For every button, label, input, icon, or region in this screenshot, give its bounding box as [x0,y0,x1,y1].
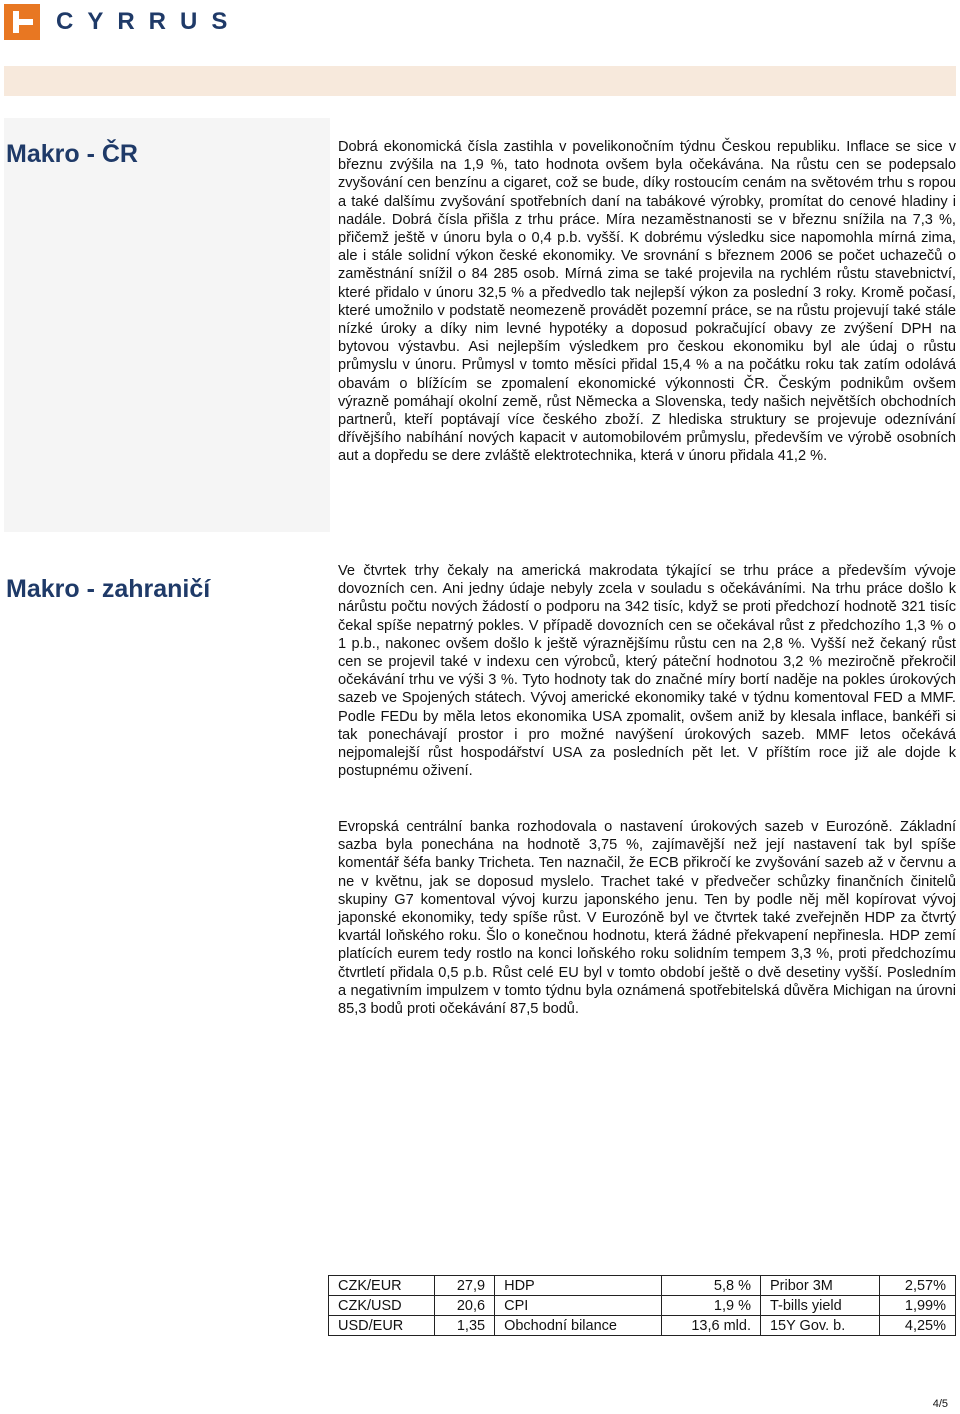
table-row [329,1276,956,1296]
table-cell: 2,57% [880,1276,956,1296]
table-cell: T-bills yield [760,1296,879,1316]
table-cell: 5,8 % [661,1276,760,1296]
section-paragraph: Ve čtvrtek trhy čekaly na americká makrodata týkající se trhu práce a především vývoje dovozních cen. Ani jedny údaje nebyly zcela v souladu s očekáváními. Na trhu práce došlo k nárůstu počtu nových žádostí o podporu na 342 tisíc, když se proti předchozí hodnotě 321 tisíc čekal spíše nepatrný pokles. V případě dovozních cen se očekával růst z předchozího 1,3 % o 1 p.b., nakonec ovšem došlo k ještě výraznějšímu růstu cen na 2,8 %. Vyšší než čekaný růst cen se projevil také v indexu cen výrobců, který páteční hodnotou 3,2 % meziročně překročil očekávání trhu ve výši 3 %. Tyto hodnoty tak do značné míry bortí naděje na pokles úrokových sazeb ve Spojených státech. Vývoj americké ekonomiky také v týdnu komentoval FED a MMF. Podle FEDu by měla letos ekonomika USA zpomalit, ovšem aniž by klesala inflace, bankéři si tak ponechávají prostor i pro možné navýšení úrokových sazeb. MMF letos očekává nejpomalejší růst hospodářství USA za posledních pět let. V příštím roce již ale dojde k postupnému oživení. [338,563,956,780]
brand-name: CYRRUS [56,8,242,35]
table-cell: 1,99% [880,1296,956,1316]
table-cell: HDP [495,1276,662,1296]
cyrrus-logo-icon [4,4,40,40]
table-cell: 13,6 mld. [661,1316,760,1336]
section-paragraph: Dobrá ekonomická čísla zastihla v povelikonočním týdnu Českou republiku. Inflace se sice v březnu zvýšila na 1,9 %, tato hodnota ovšem byla očekávána. Na růstu cen se podepsalo zvyšování cen benzínu a cigaret, což se bude, díky rostoucím cenám na světovém trhu s ropou a také dalšímu zvyšování spotřebních daní na tabákové výrobky, promítat do cenové hladiny i nadále. Dobrá čísla přišla z trhu práce. Míra nezaměstnanosti se v březnu snížila na 7,3 %, přičemž ještě v únoru byla o 0,4 p.b. vyšší. K dobrému výsledku sice napomohla mírná zima, ale i stále solidní výkon české ekonomiky. Ve srovnání s březnem 2006 se počet uchazečů o zaměstnání snížil o 84 285 osob. Mírná zima se také projevila na rychlém růstu stavebnictví, které přidalo v únoru 32,5 % a předvedlo tak nejlepší výkon za poslední 3 roky. Kromě počasí, které umožnilo v podstatě neomezeně provádět pozemní práce, se na růstu projevují také stále nízké úroky a díky nim levné hypotéky a doposud pokračující obavy ze zvýšení DPH na bytovou výstavbu. Asi nejlepším výsledkem pro českou ekonomiku byl ale údaj o růstu průmyslu v únoru. Průmysl v tomto měsíci přidal 15,4 % a na počátku roku tak zatím odolává obavám o blížícím se zpomalení ekonomické výkonnosti ČR. Českým podnikům ovšem výrazně pomáhají okolní země, růst Německa a Slovenska, tedy našich největších obchodních partnerů, kteří poptávají více českého zboží. Z hlediska struktury se projevuje odeznívání dřívějšího nabíhání nových kapacit v automobilovém průmyslu, především ve výrobě osobních aut a dopředu se dere zvláště elektrotechnika, která v únoru přidala 41,2 %. [338,139,956,465]
table-cell: 27,9 [435,1276,495,1296]
page-number: 4/5 [932,1398,948,1410]
table-cell: CZK/EUR [329,1276,435,1296]
table-cell: 4,25% [880,1316,956,1336]
table-cell: Obchodní bilance [495,1316,662,1336]
table-cell: 1,9 % [661,1296,760,1316]
section-paragraph: Evropská centrální banka rozhodovala o nastavení úrokových sazeb v Eurozóně. Základní sazba byla ponechána na hodnotě 3,75 %, zajímavější než její nastavení tak byl spíše komentář šéfa banky Tricheta. Ten naznačil, že ECB přikročí ke zvyšování sazeb až v červnu a ne v květnu, jak se doposud myslelo. Trachet také v předvečer schůzky finančních činitelů skupiny G7 komentoval vývoj kurzu japonského jenu. Ten by podle něj měl kopírovat vývoj japonské ekonomiky, tedy spíše růst. V Eurozóně byl ve čtvrtek také zveřejněn HDP za čtvrtý kvartál loňského roku. Šlo o konečnou hodnotu, která žádné překvapení nepřinesla. HDP zemí platících eurem tedy rostlo na konci loňského roku solidním tempem 3,3 %, proti předchozímu čtvrtletí přidala 0,5 p.b. Růst celé EU byl v tomto období ještě o dvě desetiny vyšší. Posledním a negativním impulzem v tomto týdnu byla oznámená spotřebitelská důvěra Michigan na úrovni 85,3 bodů proti očekávání 87,5 bodů. [338,819,956,1018]
section-title-background [4,118,330,532]
header-band [4,66,956,96]
table-cell: USD/EUR [329,1316,435,1336]
table-cell: 1,35 [435,1316,495,1336]
section-title-makro-cr: Makro - ČR [6,140,138,168]
brand-logo [4,4,241,40]
market-stats-table [328,1275,956,1336]
section-title-makro-zahranici: Makro - zahraničí [6,575,211,603]
table-cell: CZK/USD [329,1296,435,1316]
table-cell: 15Y Gov. b. [760,1316,879,1336]
table-row [329,1316,956,1336]
table-row [329,1296,956,1316]
table-cell: 20,6 [435,1296,495,1316]
table-cell: CPI [495,1296,662,1316]
table-cell: Pribor 3M [760,1276,879,1296]
